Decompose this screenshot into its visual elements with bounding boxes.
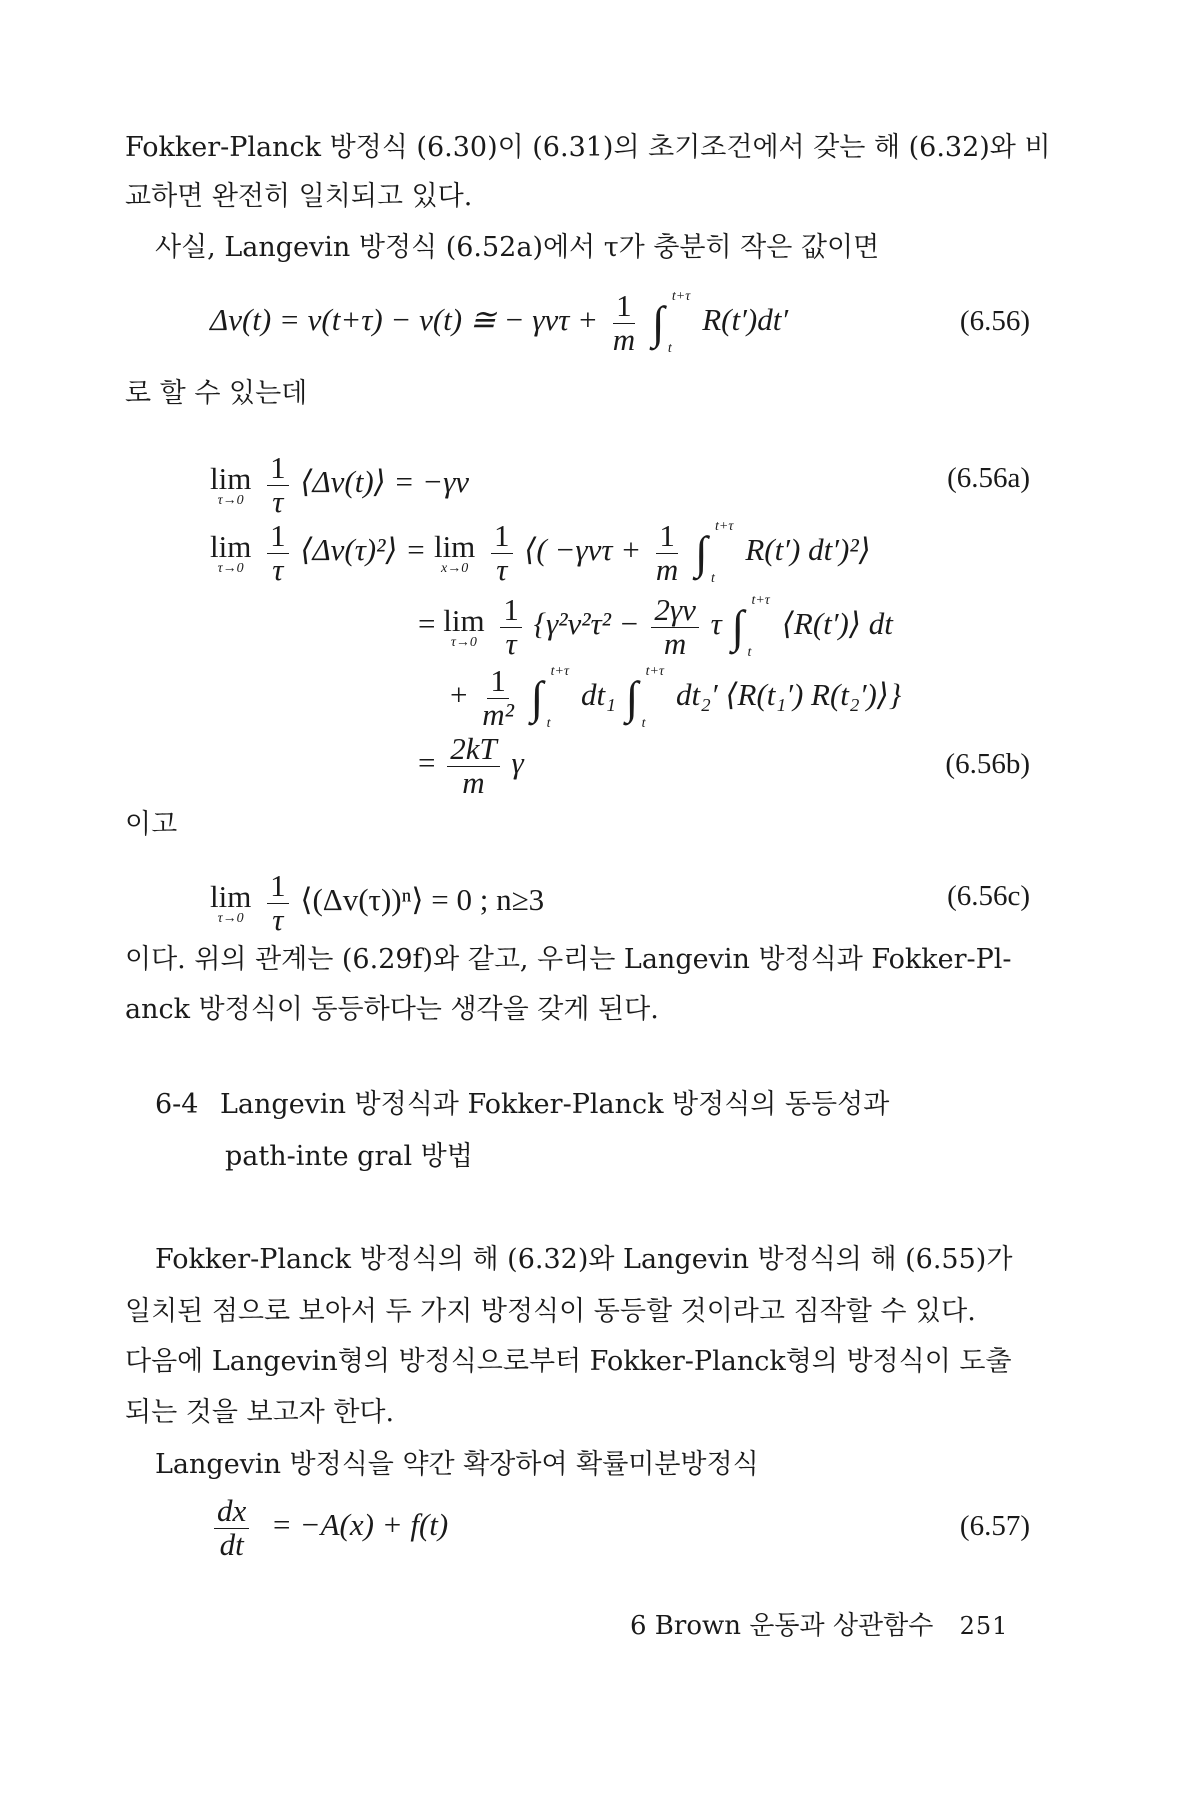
eq-rhs: R(t′)dt′ (702, 302, 789, 338)
paragraph-line: 이다. 위의 관계는 (6.29f)와 같고, 우리는 Langevin 방정식과 Fokker-Pl- (125, 944, 1012, 975)
equation-6-56b-line4: = $\frac{2kT}{m}$ γ (418, 731, 524, 800)
equation-6-56 (210, 290, 788, 356)
lim-text: lim (210, 878, 252, 914)
fraction (500, 594, 522, 660)
equation-number: (6.56b) (945, 748, 1030, 780)
eq-body: dt₂′ ⟨R(t₁′) R(t₂′)⟩} (676, 677, 902, 713)
fraction-numerator: 1 (267, 452, 289, 486)
eq-body: ⟨Δv(τ)²⟩ = (300, 532, 434, 568)
fraction (267, 870, 289, 936)
integral-sign: ∫ t+τ t (625, 664, 665, 732)
limit (443, 602, 485, 650)
fraction-numerator: 1 (656, 520, 678, 554)
integral-lower: t (747, 645, 752, 661)
integral-sign: ∫ t+τ t (530, 664, 570, 732)
equation-number: (6.56) (959, 305, 1030, 337)
eq-body: ⟨Δv(t)⟩ = −γv (300, 464, 470, 500)
page-footer (630, 1605, 1008, 1642)
equation-number: (6.57) (959, 1510, 1030, 1542)
equation-6-56b-line2: = lim τ→0 $\frac{1}{\tau}$ {γ²v²τ² − $\frac{2\gamma v}{m}$ τ ∫ t+τ t ⟨R(t′)⟩ dt (418, 592, 893, 661)
fraction-denominator: m (612, 321, 636, 357)
eq-body: τ (710, 606, 722, 642)
equation-number: (6.56a) (947, 462, 1030, 494)
paragraph-line: 되는 것을 보고자 한다. (125, 1397, 395, 1428)
paragraph-line: 다음에 Langevin형의 방정식으로부터 Fokker-Planck형의 방정식이 도출 (125, 1346, 1012, 1377)
eq-rhs: = −A(x) + f(t) (271, 1507, 449, 1543)
eq-body: ⟨R(t′)⟩ dt (781, 606, 893, 642)
limit (433, 528, 476, 576)
running-footer-chapter: 6 Brown 운동과 상관함수 (630, 1611, 934, 1641)
paragraph-line: Langevin 방정식을 약간 확장하여 확률미분방정식 (155, 1449, 759, 1480)
fraction-denominator: m (663, 625, 687, 661)
integral-upper: t+τ (645, 664, 665, 680)
fraction-numerator: 1 (500, 594, 522, 628)
section-number: 6-4 (155, 1089, 199, 1120)
section-title: path-inte gral 방법 (225, 1141, 473, 1172)
eq-body: {γ²v²τ² − (533, 606, 640, 642)
lim-subscript: τ→0 (217, 560, 244, 576)
integral-sign: ∫ t+τ t (695, 519, 734, 587)
integral-upper: t+τ (550, 664, 570, 680)
lim-text: lim (210, 528, 252, 564)
fraction-numerator: 1 (487, 665, 509, 699)
fraction (267, 452, 289, 518)
fraction (479, 665, 517, 731)
paragraph-line: 교하면 완전히 일치되고 있다. (125, 181, 473, 212)
fraction (267, 520, 289, 586)
fraction-denominator: τ (505, 625, 517, 661)
fraction-denominator: m (462, 764, 485, 800)
integral-sign: ∫ t+τ t (731, 593, 770, 661)
equation-6-56a (210, 452, 469, 518)
fraction-denominator: τ (272, 551, 284, 587)
paragraph-line: Fokker-Planck 방정식의 해 (6.32)와 Langevin 방정식의 해 (6.55)가 (155, 1244, 1013, 1275)
integral-upper: t+τ (751, 593, 770, 609)
fraction (491, 520, 513, 586)
limit (210, 460, 252, 508)
fraction-numerator: 1 (613, 290, 635, 324)
integral-upper: t+τ (715, 519, 734, 535)
integral-upper: t+τ (671, 289, 691, 305)
fraction (610, 290, 638, 356)
lim-text: lim (210, 460, 252, 496)
fraction (447, 733, 500, 799)
lim-subscript: τ→0 (217, 910, 244, 926)
lim-subscript: x→0 (441, 560, 469, 576)
integral-sign: ∫ t+τ t (651, 289, 691, 357)
fraction-denominator: dt (219, 1526, 244, 1562)
limit (210, 528, 252, 576)
fraction-numerator: 2γv (651, 594, 698, 628)
fraction-numerator: 1 (267, 870, 289, 904)
integral-lower: t (641, 716, 646, 732)
equation-6-56b-line3 (450, 665, 901, 731)
fraction (214, 1495, 249, 1561)
lim-text: lim (443, 602, 485, 638)
lim-subscript: τ→0 (217, 492, 244, 508)
eq-body: dt₁ (581, 677, 616, 713)
paragraph-line: 일치된 점으로 보아서 두 가지 방정식이 동등할 것이라고 짐작할 수 있다. (125, 1296, 976, 1327)
eq-body: ⟨(Δv(τ))ⁿ⟩ = 0 ; n≥3 (300, 882, 545, 918)
integral-lower: t (546, 716, 551, 732)
equation-number: (6.56c) (947, 880, 1030, 912)
fraction (653, 520, 681, 586)
fraction-denominator: m² (482, 696, 514, 732)
integral-lower: t (711, 571, 715, 587)
plus-sign: + (450, 677, 468, 713)
section-title: Langevin 방정식과 Fokker-Planck 방정식의 동등성과 (220, 1089, 890, 1120)
equation-6-57 (210, 1495, 448, 1561)
fraction-denominator: m (655, 551, 679, 587)
paragraph-line: 로 할 수 있는데 (125, 378, 308, 409)
page-number: 251 (959, 1612, 1009, 1640)
integral-lower: t (667, 341, 672, 357)
fraction-numerator: dx (214, 1495, 249, 1529)
fraction-numerator: 2kT (447, 733, 500, 767)
equation-6-56c (210, 870, 544, 936)
fraction-denominator: τ (272, 901, 284, 937)
fraction-denominator: τ (496, 551, 508, 587)
eq-body: ⟨( −γvτ + (524, 532, 642, 568)
fraction-numerator: 1 (267, 520, 289, 554)
paragraph-line: Fokker-Planck 방정식 (6.30)이 (6.31)의 초기조건에서 갖는 해 (6.32)와 비 (125, 132, 1051, 163)
paragraph-line: 사실, Langevin 방정식 (6.52a)에서 τ가 충분히 작은 값이면 (155, 232, 880, 263)
eq-body: R(t′) dt′)²⟩ (745, 532, 871, 568)
equation-6-56b-line1 (210, 520, 871, 586)
limit (210, 878, 252, 926)
lim-subscript: τ→0 (450, 634, 477, 650)
eq-body: γ (511, 745, 524, 781)
fraction (651, 594, 698, 660)
lim-text: lim (433, 528, 476, 564)
paragraph-line: 이고 (125, 809, 178, 840)
fraction-denominator: τ (272, 483, 284, 519)
paragraph-line: anck 방정식이 동등하다는 생각을 갖게 된다. (125, 994, 659, 1025)
fraction-numerator: 1 (491, 520, 513, 554)
eq-lhs: Δv(t) = v(t+τ) − v(t) ≅ − γvτ + (210, 302, 598, 338)
